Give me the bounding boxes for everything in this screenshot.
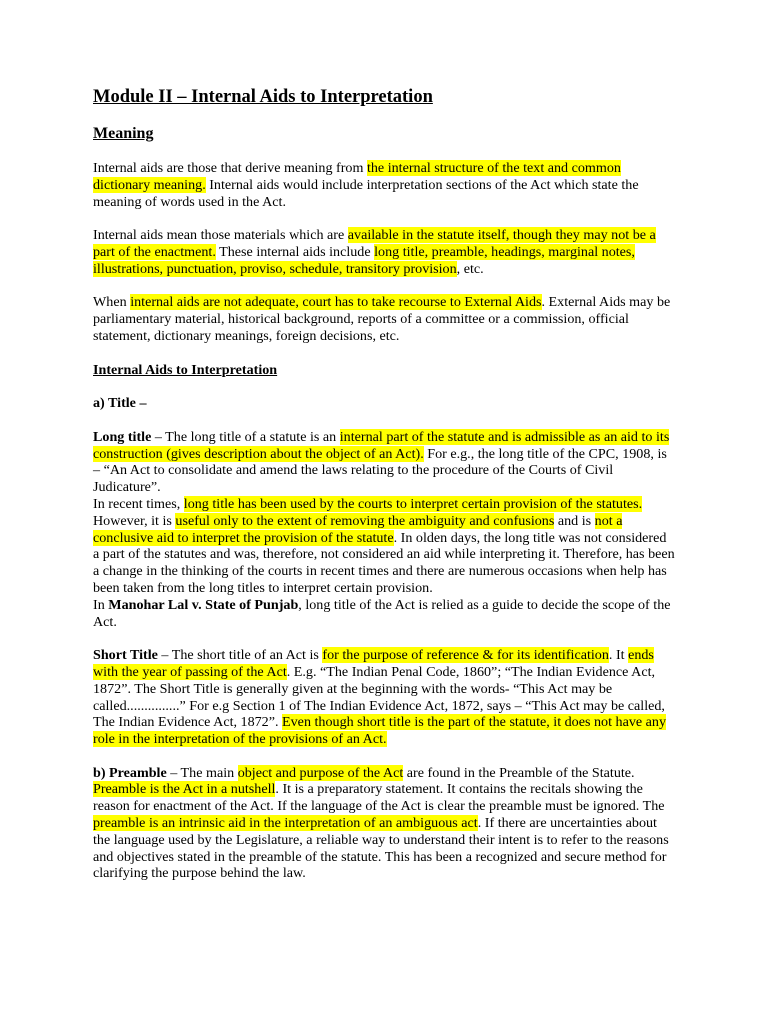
text-run: . It is a preparatory statement. It contains the recitals showing the reason for enactment of the Act. If the language of the Act is clear the preamble must be ignored. The — [93, 781, 665, 815]
text-run: – The short title of an Act is — [157, 647, 323, 664]
text-run: Internal aids mean those materials which are — [93, 227, 348, 244]
paragraph-external-aids — [93, 294, 676, 344]
paragraph-internal-aids-materials — [93, 227, 676, 277]
paragraph-internal-aids-definition — [93, 160, 676, 210]
text-run: These internal aids include — [215, 243, 375, 260]
paragraph-short-title — [93, 647, 676, 748]
text-run: In recent times, — [93, 495, 184, 512]
page-title: Module II – Internal Aids to Interpretation — [93, 87, 433, 107]
text-run: – The long title of a statute is an — [151, 428, 340, 445]
highlighted-text: long title, preamble, headings, marginal notes, illustrations, punctuation, proviso, schedule, transitory provision — [93, 243, 635, 277]
text-run: and is — [554, 512, 595, 529]
text-run: Internal aids would include interpretation sections of the Act which state the meaning of words used in the Act. — [93, 176, 639, 210]
highlighted-text: internal aids are not adequate, court has to take recourse to External Aids — [130, 294, 542, 311]
highlighted-text: Even though short title is the part of the statute, it does not have any role in the interpretation of the provisions of an Act. — [93, 714, 667, 748]
highlighted-text: Preamble is the Act in a nutshell — [93, 781, 276, 798]
highlighted-text: not a conclusive aid to interpret the provision of the statute — [93, 512, 623, 546]
highlighted-text: preamble is an intrinsic aid in the interpretation of an ambiguous act — [93, 815, 478, 832]
highlighted-text: long title has been used by the courts to interpret certain provision of the statutes. — [183, 495, 643, 512]
text-run: However, it is — [93, 512, 176, 529]
text-run: are found in the Preamble of the Statute. — [403, 764, 635, 781]
document-body — [93, 86, 676, 899]
paragraph-manohar-lal — [93, 597, 676, 631]
paragraph-preamble — [93, 765, 676, 883]
text-run: . It — [608, 647, 629, 664]
highlighted-text: available in the statute itself, though they may not be a part of the enactment. — [93, 227, 656, 260]
text-run: . External Aids may be parliamentary material, historical background, reports of a committee or a commission, official statement, dictionary meanings, foreign decisions, etc. — [93, 294, 671, 344]
text-run: , long title of the Act is relied as a guide to decide the scope of the Act. — [93, 596, 671, 630]
text-run: . E.g. “The Indian Penal Code, 1860”; “The Indian Evidence Act, 1872”. The Short Title is generally given at the beginning with the words- “This Act may be called...............” For e.g Section 1 of The Indian Evidence Act, 1872, says – “This Act may be called, The Indian Evidence Act, 1872”. — [93, 663, 665, 731]
paragraph-recent-times — [93, 496, 676, 597]
text-run: , etc. — [456, 260, 484, 277]
highlighted-text: for the purpose of reference & for its identification — [322, 647, 609, 664]
highlighted-text: useful only to the extent of removing the ambiguity and confusions — [175, 512, 555, 529]
highlighted-text: internal part of the statute and is admissible as an aid to its construction (gives description about the object of an Act). — [93, 428, 670, 462]
paragraph-long-title — [93, 429, 676, 496]
highlighted-text: ends with the year of passing of the Act — [93, 647, 654, 680]
title-heading: a) Title – — [93, 395, 147, 412]
text-run: In — [93, 596, 109, 613]
meaning-heading: Meaning — [93, 125, 154, 142]
text-run: Internal aids are those that derive meaning from — [93, 160, 367, 176]
text-run: . In olden days, the long title was not considered a part of the statutes and was, therefore, not considered an aid while interpreting it. Therefore, has been a change in the thinking of the courts in recent times and there are numerous occasions when help has been taken from the long titles to interpret certain provision. — [93, 529, 675, 596]
internal-aids-heading: Internal Aids to Interpretation — [93, 361, 278, 378]
text-run: When — [93, 294, 131, 311]
preamble-label: b) Preamble — [93, 764, 167, 781]
highlighted-text: the internal structure of the text and common dictionary meaning. — [93, 160, 621, 193]
long-title-label: Long title — [93, 428, 152, 445]
case-name: Manohar Lal v. State of Punjab — [108, 596, 299, 613]
short-title-label: Short Title — [93, 647, 158, 664]
highlighted-text: object and purpose of the Act — [237, 764, 404, 781]
text-run: – The main — [166, 764, 238, 781]
text-run: . If there are uncertainties about the language used by the Legislature, a reliable way to understand their intent is to refer to the reasons and objectives stated in the preamble of the statute. This has been a recognized and secure method for clarifying the purpose behind the law. — [93, 815, 669, 882]
text-run: For e.g., the long title of the CPC, 1908, is – “An Act to consolidate and amend the laws relating to the procedure of the Courts of Civil Judicature”. — [93, 445, 667, 496]
